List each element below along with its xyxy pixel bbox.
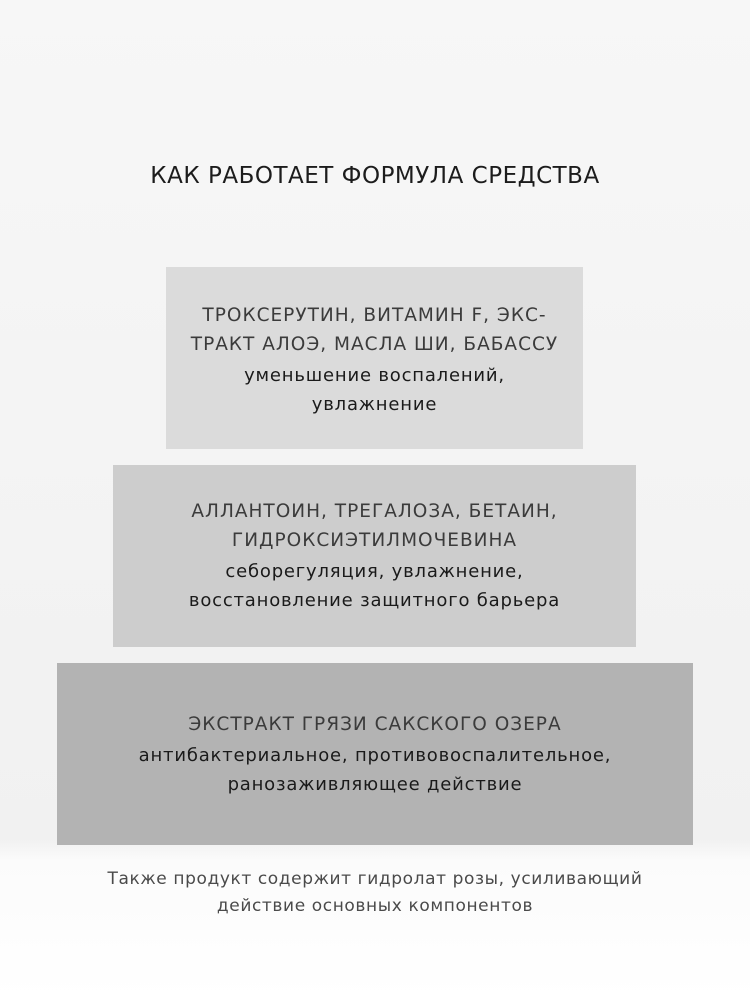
pyramid-tier-middle (113, 465, 636, 647)
tier-ingredients: АЛЛАНТОИН, ТРЕГАЛОЗА, БЕТАИН, ГИДРОКСИЭТИЛМОЧЕВИНА (191, 501, 558, 551)
pyramid-tier-top (166, 267, 583, 449)
tier-effects: себорегуляция, увлажнение, восстановление защитного барьера (188, 561, 561, 611)
footnote: Также продукт содержит гидролат розы, усиливающий действие основных компонентов (107, 869, 643, 916)
page-title: КАК РАБОТАЕТ ФОРМУЛА СРЕДСТВА (150, 163, 600, 189)
tier-effects: уменьшение воспалений, увлажнение (244, 365, 505, 415)
tier-ingredients: ТРОКСЕРУТИН, ВИТАМИН F, ЭКС- ТРАКТ АЛОЭ, МАСЛА ШИ, БАБАССУ (190, 305, 559, 355)
tier-effects: антибактериальное, противовоспалительное, ранозаживляющее действие (138, 744, 612, 795)
pyramid-tier-bottom (57, 663, 693, 845)
tier-ingredients: ЭКСТРАКТ ГРЯЗИ САКСКОГО ОЗЕРА (188, 713, 562, 735)
